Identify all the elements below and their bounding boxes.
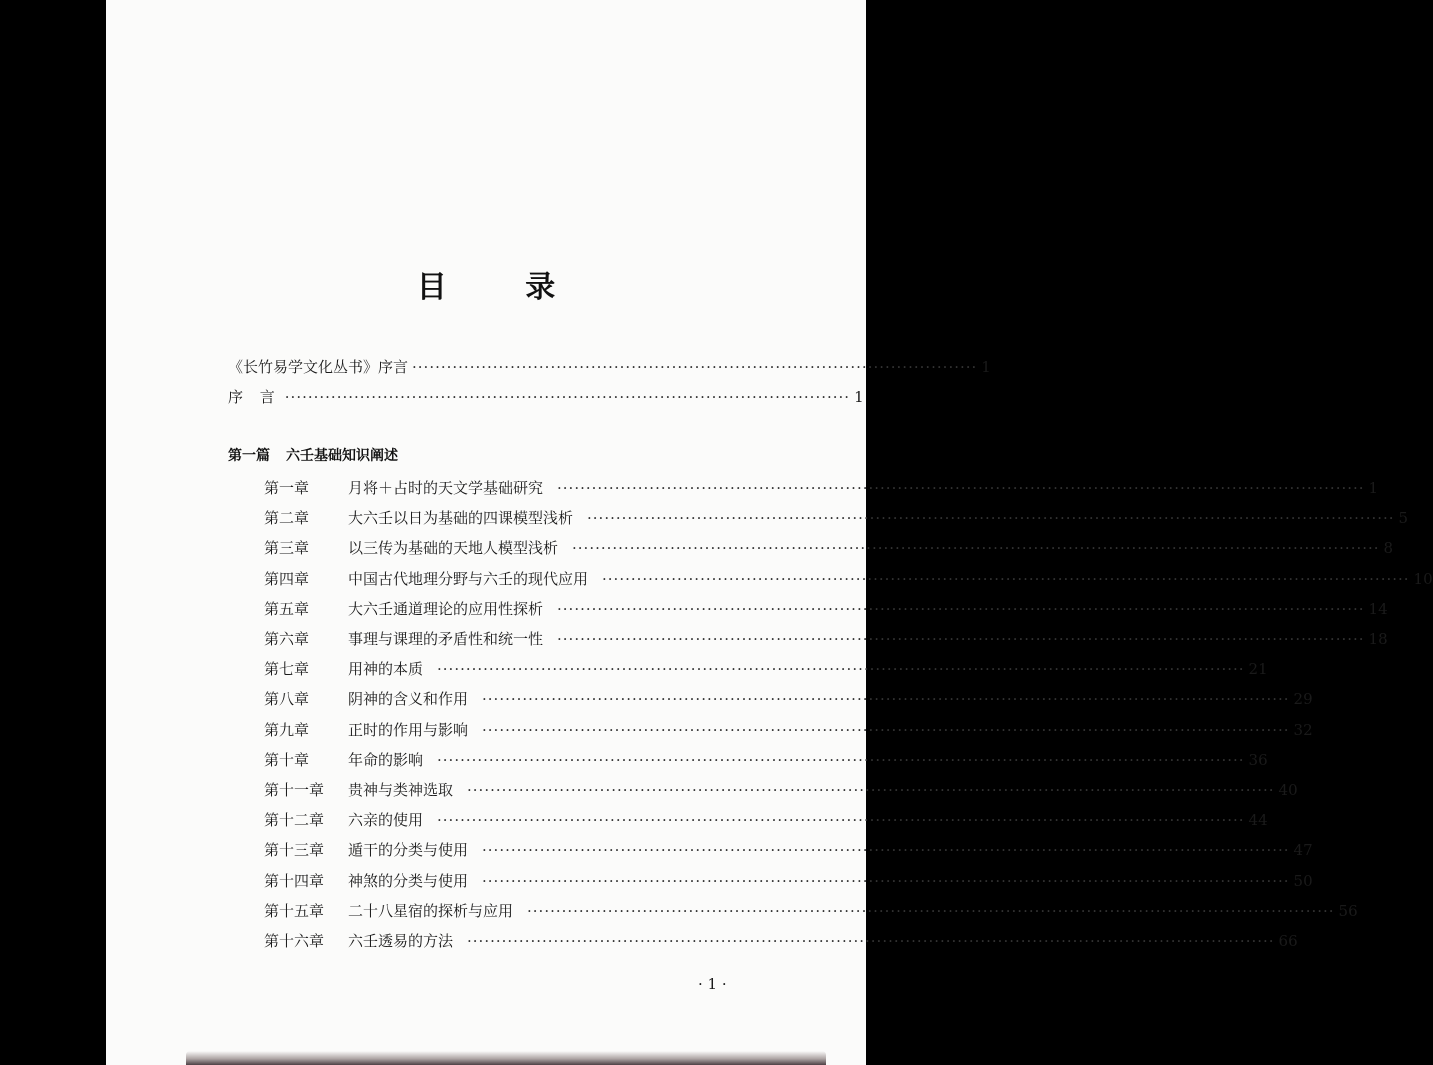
chapter-page: 8 — [1383, 539, 1394, 558]
leader-dots: ············································································································································ — [482, 690, 1290, 709]
chapter-page: 47 — [1293, 841, 1313, 860]
chapter-title: 以三传为基础的天地人模型浅析 — [348, 539, 559, 558]
leader-dots: ············································································································································ — [602, 569, 1410, 588]
page-folio: · 1 · — [698, 975, 727, 993]
toc-chapter-entry[interactable] — [264, 719, 1313, 740]
toc-chapter-entry[interactable] — [264, 839, 1313, 860]
chapter-number: 第八章 — [264, 690, 310, 709]
chapter-number: 第十六章 — [264, 932, 325, 950]
chapter-number: 第十一章 — [264, 781, 325, 799]
chapter-page: 66 — [1278, 932, 1298, 950]
chapter-number: 第一章 — [264, 479, 310, 497]
chapter-title: 六壬透易的方法 — [348, 932, 454, 950]
leader-dots: ·································································································· — [412, 358, 978, 376]
chapter-title: 六亲的使用 — [348, 811, 424, 830]
leader-dots: ············································································································································ — [482, 720, 1290, 739]
chapter-title: 中国古代地理分野与六壬的现代应用 — [348, 569, 589, 588]
leader-dots: ············································································································································ — [482, 871, 1290, 890]
toc-chapter-entry[interactable] — [264, 477, 1379, 498]
toc-chapter-entry[interactable] — [264, 688, 1313, 709]
chapter-page: 29 — [1293, 690, 1313, 709]
leader-dots: ············································································································································ — [527, 901, 1335, 920]
leader-dots: ············································································································································ — [467, 781, 1275, 799]
part-number: 第一篇 — [228, 448, 270, 464]
chapter-number: 第十三章 — [264, 841, 325, 860]
toc-chapter-entry[interactable] — [264, 930, 1298, 951]
part-title: 六壬基础知识阐述 — [286, 448, 398, 464]
chapter-page: 10 — [1413, 569, 1433, 588]
toc-entry-page: 1 — [981, 358, 991, 376]
toc-entry-series-preface[interactable] — [228, 356, 991, 377]
chapter-number: 第六章 — [264, 630, 310, 648]
toc-chapter-entry[interactable] — [264, 537, 1394, 558]
part-heading — [228, 445, 398, 465]
toc-title: 目 录 — [416, 270, 590, 305]
leader-dots: ············································································································································ — [437, 811, 1245, 830]
chapter-page: 44 — [1248, 811, 1268, 830]
chapter-page: 50 — [1293, 871, 1313, 890]
leader-dots: ············································································································································ — [557, 479, 1365, 497]
chapter-title: 二十八星宿的探析与应用 — [348, 901, 514, 920]
toc-chapter-entry[interactable] — [264, 507, 1409, 528]
leader-dots: ············································································································································ — [587, 509, 1395, 528]
chapter-title: 月将＋占时的天文学基础研究 — [348, 479, 544, 497]
leader-dots: ············································································································································ — [557, 630, 1365, 648]
chapter-number: 第十四章 — [264, 871, 325, 890]
chapter-page: 14 — [1368, 599, 1388, 618]
toc-chapter-entry[interactable] — [264, 870, 1313, 891]
chapter-page: 40 — [1278, 781, 1298, 799]
book-page — [106, 0, 1433, 1065]
chapter-title: 神煞的分类与使用 — [348, 871, 469, 890]
chapter-number: 第九章 — [264, 720, 310, 739]
chapter-page: 32 — [1293, 720, 1313, 739]
page-edge-shadow — [186, 1051, 826, 1065]
chapter-title: 贵神与类神选取 — [348, 781, 454, 799]
chapter-page: 1 — [1368, 479, 1379, 497]
chapter-page: 56 — [1338, 901, 1358, 920]
chapter-number: 第三章 — [264, 539, 310, 558]
chapter-title: 正时的作用与影响 — [348, 720, 469, 739]
chapter-number: 第四章 — [264, 569, 310, 588]
chapter-title: 遁干的分类与使用 — [348, 841, 469, 860]
toc-entry-label: 《长竹易学文化丛书》序言 — [228, 358, 409, 376]
chapter-title: 大六壬通道理论的应用性探析 — [348, 599, 544, 618]
leader-dots: ············································································································································ — [482, 841, 1290, 860]
chapter-title: 大六壬以日为基础的四课模型浅析 — [348, 509, 574, 528]
toc-chapter-entry[interactable] — [264, 809, 1268, 830]
chapter-number: 第十章 — [264, 750, 310, 769]
leader-dots: ············································································································································ — [572, 539, 1380, 558]
toc-chapter-entry[interactable] — [264, 658, 1268, 679]
toc-chapter-entry[interactable] — [264, 598, 1388, 619]
toc-chapter-entry[interactable] — [264, 779, 1298, 800]
leader-dots: ············································································································································ — [437, 660, 1245, 679]
toc-chapter-entry[interactable] — [264, 900, 1358, 921]
chapter-page: 21 — [1248, 660, 1268, 679]
chapter-page: 36 — [1248, 750, 1268, 769]
chapter-page: 5 — [1398, 509, 1409, 528]
leader-dots: ············································································································································ — [467, 932, 1275, 950]
chapter-page: 18 — [1368, 630, 1388, 648]
toc-chapter-entry[interactable] — [264, 628, 1388, 649]
chapter-number: 第十五章 — [264, 901, 325, 920]
toc-entry-page: 1 — [854, 388, 864, 406]
leader-dots: ·································································································· — [284, 388, 851, 406]
chapter-title: 用神的本质 — [348, 660, 424, 679]
chapter-title: 阴神的含义和作用 — [348, 690, 469, 709]
chapter-title: 年命的影响 — [348, 750, 424, 769]
chapter-number: 第十二章 — [264, 811, 325, 830]
leader-dots: ············································································································································ — [557, 599, 1365, 618]
toc-entry-label: 序 言 — [228, 388, 281, 406]
chapter-number: 第五章 — [264, 599, 310, 618]
toc-entry-preface[interactable] — [228, 386, 864, 407]
toc-chapter-entry[interactable] — [264, 568, 1433, 589]
chapter-number: 第七章 — [264, 660, 310, 679]
leader-dots: ············································································································································ — [437, 750, 1245, 769]
toc-chapter-entry[interactable] — [264, 749, 1268, 770]
chapter-number: 第二章 — [264, 509, 310, 528]
chapter-title: 事理与课理的矛盾性和统一性 — [348, 630, 544, 648]
